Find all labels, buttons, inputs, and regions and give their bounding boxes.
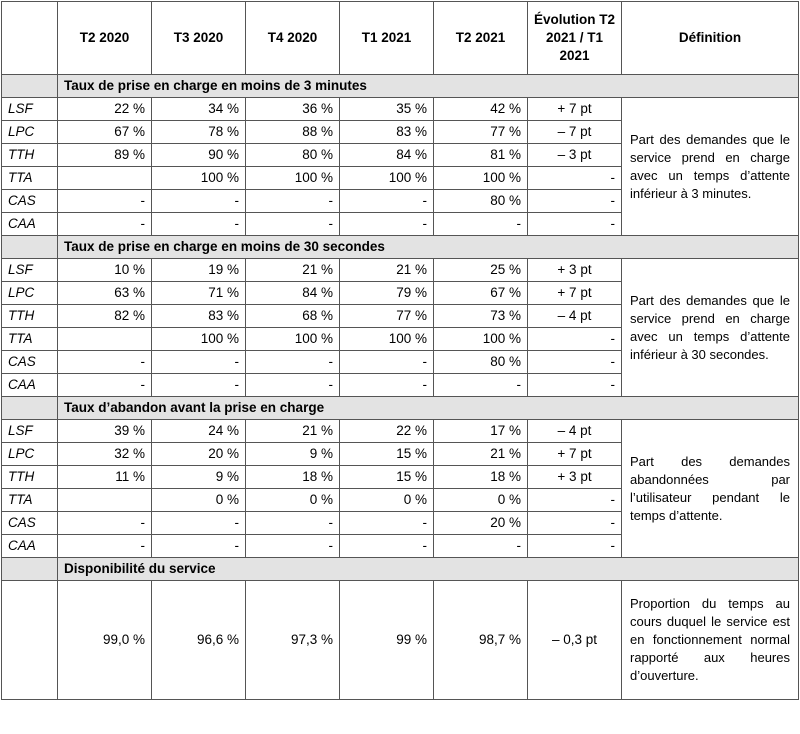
value-cell: 100 % [246,328,340,351]
header-period: T2 2020 [58,2,152,75]
header-period: T2 2021 [434,2,528,75]
header-service [2,2,58,75]
value-cell: 0 % [152,489,246,512]
value-cell: - [58,190,152,213]
evolution-cell: – 7 pt [528,121,622,144]
value-cell: 32 % [58,443,152,466]
table-body [2,2,799,700]
value-cell: 15 % [340,443,434,466]
value-cell: 98,7 % [434,581,528,700]
value-cell: - [340,512,434,535]
value-cell: 35 % [340,98,434,121]
service-name: LPC [2,282,58,305]
evolution-cell: – 0,3 pt [528,581,622,700]
service-name [2,581,58,700]
value-cell: 20 % [434,512,528,535]
evolution-cell: – 3 pt [528,144,622,167]
value-cell: 77 % [434,121,528,144]
header-evolution: Évolution T2 2021 / T1 2021 [528,2,622,75]
evolution-cell: + 7 pt [528,98,622,121]
value-cell: 71 % [152,282,246,305]
evolution-cell: - [528,351,622,374]
service-name: CAA [2,535,58,558]
section-title: Taux de prise en charge en moins de 30 secondes [58,236,799,259]
section-title: Taux de prise en charge en moins de 3 minutes [58,75,799,98]
value-cell: 97,3 % [246,581,340,700]
value-cell: - [58,213,152,236]
service-name: LPC [2,121,58,144]
value-cell: 42 % [434,98,528,121]
evolution-cell: + 3 pt [528,259,622,282]
value-cell: - [152,351,246,374]
value-cell: - [340,374,434,397]
evolution-cell: - [528,535,622,558]
statistics-table [1,1,799,700]
value-cell: 96,6 % [152,581,246,700]
table-row [2,420,799,443]
value-cell: 20 % [152,443,246,466]
value-cell: - [152,374,246,397]
table-row [2,259,799,282]
value-cell: - [434,213,528,236]
evolution-cell: - [528,190,622,213]
evolution-cell: – 4 pt [528,305,622,328]
value-cell: - [152,512,246,535]
value-cell: 39 % [58,420,152,443]
value-cell: 22 % [58,98,152,121]
section-header-row [2,236,799,259]
evolution-cell: + 7 pt [528,443,622,466]
value-cell: 0 % [246,489,340,512]
section-header-row [2,558,799,581]
service-name: LSF [2,98,58,121]
service-name: CAS [2,512,58,535]
section-header-row [2,397,799,420]
value-cell: - [340,190,434,213]
value-cell: 80 % [246,144,340,167]
evolution-cell: - [528,512,622,535]
value-cell: 24 % [152,420,246,443]
value-cell: 68 % [246,305,340,328]
section-spacer [2,75,58,98]
value-cell [58,167,152,190]
header-period: T3 2020 [152,2,246,75]
service-name: TTA [2,167,58,190]
header-period: T4 2020 [246,2,340,75]
value-cell: 17 % [434,420,528,443]
value-cell: - [246,190,340,213]
value-cell: 67 % [58,121,152,144]
value-cell: - [434,535,528,558]
service-name: TTH [2,144,58,167]
value-cell: 100 % [434,328,528,351]
value-cell: 77 % [340,305,434,328]
value-cell: 21 % [434,443,528,466]
value-cell [58,328,152,351]
section-header-row [2,75,799,98]
value-cell: 100 % [152,328,246,351]
value-cell: 100 % [434,167,528,190]
value-cell: 67 % [434,282,528,305]
value-cell: 80 % [434,190,528,213]
header-period: T1 2021 [340,2,434,75]
service-name: LSF [2,420,58,443]
availability-row [2,581,799,700]
section-spacer [2,558,58,581]
value-cell: 99 % [340,581,434,700]
value-cell: - [152,190,246,213]
value-cell: 25 % [434,259,528,282]
section-title: Disponibilité du service [58,558,799,581]
service-name: CAS [2,190,58,213]
value-cell: 21 % [340,259,434,282]
value-cell: 22 % [340,420,434,443]
evolution-cell: - [528,167,622,190]
value-cell: - [434,374,528,397]
header-row [2,2,799,75]
value-cell: 19 % [152,259,246,282]
value-cell: 83 % [340,121,434,144]
value-cell: - [246,351,340,374]
value-cell: 18 % [434,466,528,489]
value-cell: 100 % [152,167,246,190]
value-cell: 99,0 % [58,581,152,700]
value-cell: 80 % [434,351,528,374]
value-cell: 9 % [152,466,246,489]
service-name: CAA [2,213,58,236]
service-name: LPC [2,443,58,466]
evolution-cell: - [528,213,622,236]
value-cell: - [58,374,152,397]
value-cell: 73 % [434,305,528,328]
value-cell: - [246,535,340,558]
definition-text: Proportion du temps au cours duquel le service est en fonctionnement normal rapporté aux heures d’ouverture. [622,581,799,700]
section-spacer [2,236,58,259]
value-cell: 81 % [434,144,528,167]
service-name: TTH [2,305,58,328]
value-cell: 0 % [340,489,434,512]
service-name: CAS [2,351,58,374]
value-cell: 78 % [152,121,246,144]
evolution-cell: - [528,328,622,351]
service-name: TTA [2,328,58,351]
value-cell: - [152,213,246,236]
evolution-cell: – 4 pt [528,420,622,443]
value-cell: 82 % [58,305,152,328]
value-cell: 10 % [58,259,152,282]
value-cell: - [340,351,434,374]
value-cell: - [58,535,152,558]
value-cell: 36 % [246,98,340,121]
service-name: CAA [2,374,58,397]
value-cell: - [340,535,434,558]
value-cell: 63 % [58,282,152,305]
value-cell: 100 % [246,167,340,190]
evolution-cell: + 3 pt [528,466,622,489]
value-cell: 88 % [246,121,340,144]
definition-text: Part des demandes abandonnées par l’utilisateur pendant le temps d’attente. [622,420,799,558]
value-cell: - [58,351,152,374]
evolution-cell: - [528,489,622,512]
value-cell: - [58,512,152,535]
value-cell: 89 % [58,144,152,167]
value-cell: 15 % [340,466,434,489]
evolution-cell: - [528,374,622,397]
evolution-cell: + 7 pt [528,282,622,305]
value-cell: - [152,535,246,558]
value-cell: - [246,512,340,535]
value-cell: - [340,213,434,236]
header-definition: Définition [622,2,799,75]
definition-text: Part des demandes que le service prend en charge avec un temps d’attente inférieur à 3 minutes. [622,98,799,236]
value-cell: 34 % [152,98,246,121]
service-name: TTH [2,466,58,489]
definition-text: Part des demandes que le service prend en charge avec un temps d’attente inférieur à 30 secondes. [622,259,799,397]
value-cell: 18 % [246,466,340,489]
section-title: Taux d’abandon avant la prise en charge [58,397,799,420]
value-cell: 79 % [340,282,434,305]
service-name: TTA [2,489,58,512]
value-cell: 84 % [340,144,434,167]
service-name: LSF [2,259,58,282]
section-spacer [2,397,58,420]
table-row [2,98,799,121]
value-cell: 21 % [246,420,340,443]
value-cell: 100 % [340,167,434,190]
value-cell: 21 % [246,259,340,282]
value-cell: 9 % [246,443,340,466]
value-cell: 0 % [434,489,528,512]
value-cell: 83 % [152,305,246,328]
value-cell: - [246,374,340,397]
value-cell: - [246,213,340,236]
value-cell: 90 % [152,144,246,167]
value-cell [58,489,152,512]
value-cell: 84 % [246,282,340,305]
value-cell: 11 % [58,466,152,489]
value-cell: 100 % [340,328,434,351]
